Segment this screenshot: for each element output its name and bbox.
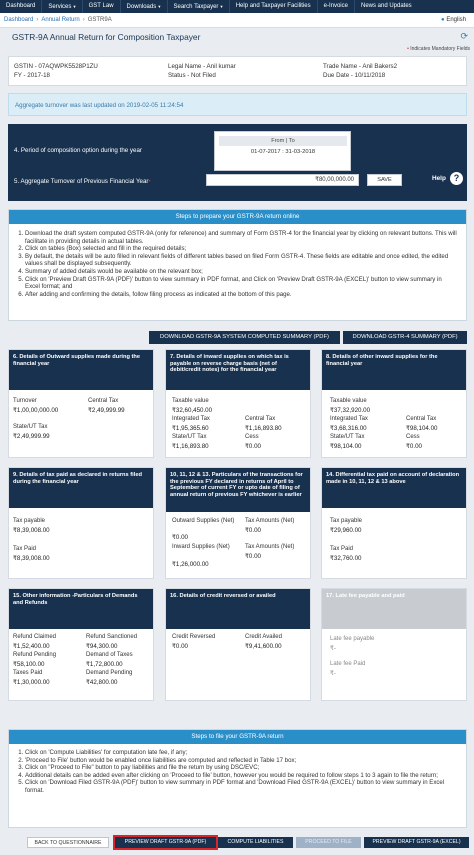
prepare-steps-panel <box>8 209 467 321</box>
period-label: 4. Period of composition option during the year <box>14 147 142 154</box>
field-value: ₹37,32,920.00 <box>330 407 371 414</box>
card-title: 6. Details of Outward supplies made during the financial year <box>9 350 153 390</box>
caret-down-icon: ▾ <box>73 4 76 9</box>
card-title: 10, 11, 12 & 13. Particulars of the transactions for the previous FY declared in returns of April to September of current FY or upto date of filing of annual return of previous FY whichever is earlier <box>166 468 310 512</box>
proceed-to-file-button: PROCEED TO FILE <box>296 837 361 848</box>
list-item: 5. Click on 'Download Filed GSTR-9A (PDF)' button to view summary in PDF format and 'Download Filed GSTR-9A (EXCEL)' button to view summary in Excel format. <box>25 779 457 794</box>
field-label: Central Tax <box>88 398 119 404</box>
list-item: 3. By default, the details will be auto filled in relevant fields of different tables based on filed Form GSTR-4. These fields are editable and once edited, the edited values shall be displayed subsequently. <box>25 253 457 268</box>
field-label: Tax Paid <box>330 546 354 552</box>
field-label: Tax Amounts (Net) <box>245 518 295 524</box>
financial-year: FY - 2017-18 <box>14 72 51 79</box>
back-to-questionnaire-button[interactable]: BACK TO QUESTIONNAIRE <box>27 837 109 848</box>
field-label: Refund Pending <box>13 652 57 658</box>
field-label: Central Tax <box>245 416 276 422</box>
field-label: Turnover <box>13 398 37 404</box>
file-steps-list <box>25 749 457 795</box>
breadcrumb-separator: › <box>82 17 85 23</box>
turnover-label-text: 5. Aggregate Turnover of Previous Financial Year <box>14 178 149 185</box>
field-label: Central Tax <box>406 416 437 422</box>
field-label: Late fee payable <box>330 636 375 642</box>
field-label: Integrated Tax <box>330 416 368 422</box>
nav-label: Help and Taxpayer Facilities <box>235 3 311 9</box>
table-9-card[interactable] <box>8 467 154 579</box>
gstin: GSTIN - 07AQWPK5528P1ZU <box>14 63 98 70</box>
table-8-card[interactable] <box>321 349 467 458</box>
table-6-card[interactable] <box>8 349 154 458</box>
return-status: Status - Not Filed <box>168 72 216 79</box>
field-label: Tax Paid <box>13 546 37 552</box>
prepare-steps-list <box>25 230 457 298</box>
field-value: ₹42,800.00 <box>86 679 118 686</box>
help-link[interactable]: Help <box>432 175 446 182</box>
aggregate-turnover-input[interactable]: ₹80,00,000.00 <box>206 174 359 186</box>
field-value: ₹32,760.00 <box>330 555 362 562</box>
table-14-card[interactable] <box>321 467 467 579</box>
trade-name: Trade Name - Anil Bakers2 <box>323 63 398 70</box>
caret-down-icon: ▾ <box>220 4 223 9</box>
field-label: Tax Amounts (Net) <box>245 544 295 550</box>
nav-help-facilities[interactable] <box>230 0 318 13</box>
nav-label: GST Law <box>88 3 114 9</box>
field-value: ₹9,41,600.00 <box>245 643 282 650</box>
field-value: ₹98,104.00 <box>406 425 438 432</box>
card-title: 8. Details of other inward supplies for the financial year <box>322 350 466 390</box>
list-item: 1. Click on 'Compute Liabilities' for computation late fee, if any; <box>25 749 457 757</box>
prepare-steps-title: Steps to prepare your GSTR-9A return online <box>9 210 466 224</box>
nav-label: Dashboard <box>6 3 36 9</box>
field-value: ₹32,60,450.00 <box>172 407 213 414</box>
aggregate-turnover-text: Aggregate turnover was last updated on 2019-02-05 11:24:54 <box>15 102 184 109</box>
card-title: 16. Details of credit reversed or availed <box>166 589 310 629</box>
field-label: Credit Reversed <box>172 634 216 640</box>
field-label: Taxable value <box>330 398 367 404</box>
table-7-card[interactable] <box>165 349 311 458</box>
period-value: 01-07-2017 : 31-03-2018 <box>250 149 316 155</box>
language-selector[interactable] <box>441 17 466 23</box>
field-label: Tax payable <box>330 518 363 524</box>
field-value: ₹1,16,893.80 <box>172 443 209 450</box>
field-value: ₹0.00 <box>245 553 261 560</box>
refresh-icon[interactable]: ⟳ <box>460 31 468 41</box>
help-icon[interactable]: ? <box>450 172 463 185</box>
field-label: State/UT Tax <box>13 424 48 430</box>
field-label: Demand Pending <box>86 670 133 676</box>
period-turnover-panel <box>8 124 467 201</box>
field-value: ₹0.00 <box>172 643 188 650</box>
table-15-card[interactable] <box>8 588 154 701</box>
field-label: Refund Sanctioned <box>86 634 138 640</box>
period-header: From | To <box>219 136 347 146</box>
field-value: ₹8,39,008.00 <box>13 527 50 534</box>
field-value: ₹1,30,000.00 <box>13 679 50 686</box>
field-value: ₹1,72,800.00 <box>86 661 123 668</box>
download-gstr4-summary-button[interactable]: DOWNLOAD GSTR-4 SUMMARY (PDF) <box>343 331 467 344</box>
field-label: Demand of Taxes <box>86 652 133 658</box>
field-label: Credit Availed <box>245 634 282 640</box>
field-value: ₹- <box>330 645 336 652</box>
preview-draft-excel-button[interactable]: PREVIEW DRAFT GSTR-9A (EXCEL) <box>364 837 469 848</box>
table-17-card <box>321 588 467 701</box>
field-label: Cess <box>406 434 420 440</box>
field-value: ₹1,95,365.60 <box>172 425 209 432</box>
breadcrumb-separator: › <box>36 17 39 23</box>
field-value: ₹- <box>330 670 336 677</box>
nav-e-invoice[interactable] <box>318 0 355 13</box>
field-label: Cess <box>245 434 259 440</box>
table-16-card[interactable] <box>165 588 311 701</box>
nav-news-updates[interactable] <box>355 0 418 13</box>
period-of-composition-box <box>214 131 351 171</box>
nav-label: Search Taxpayer <box>173 4 219 10</box>
mandatory-note-text: Indicates Mandatory Fields <box>410 46 470 52</box>
card-title: 7. Details of inward supplies on which tax is payable on reverse charge basis (net of debit/credit notes) for the financial year <box>166 350 310 390</box>
breadcrumb-annual-return[interactable]: Annual Return <box>41 17 80 23</box>
download-system-summary-button[interactable]: DOWNLOAD GSTR-9A SYSTEM COMPUTED SUMMARY (PDF) <box>149 331 340 344</box>
language-label: English <box>446 17 466 23</box>
field-label: Tax payable <box>13 518 46 524</box>
field-label: State/UT Tax <box>172 434 207 440</box>
field-value: ₹0.00 <box>245 527 261 534</box>
card-title: 17. Late fee payable and paid <box>322 589 466 629</box>
caret-down-icon: ▾ <box>158 4 161 9</box>
preview-draft-pdf-button[interactable]: PREVIEW DRAFT GSTR-9A (PDF) <box>115 837 216 848</box>
breadcrumb-current: GSTR9A <box>87 17 112 23</box>
list-item: 2. 'Proceed to File' button would be enabled once liabilities are computed and reflected in Table 17 box; <box>25 757 457 765</box>
table-10-13-card[interactable] <box>165 467 311 579</box>
nav-label: e-Invoice <box>323 3 348 9</box>
list-item: 4. Summary of added details would be available on the relevant box; <box>25 268 457 276</box>
field-value: ₹1,16,893.80 <box>245 425 282 432</box>
field-value: ₹2,49,999.99 <box>13 433 50 440</box>
nav-services[interactable] <box>42 0 82 13</box>
field-value: ₹2,49,999.99 <box>88 407 125 414</box>
card-title: 14. Differential tax paid on account of declaration made in 10, 11, 12 & 13 above <box>322 468 466 508</box>
field-value: ₹3,68,316.00 <box>330 425 367 432</box>
field-label: Outward Supplies (Net) <box>172 518 235 524</box>
field-label: State/UT Tax <box>330 434 365 440</box>
nav-label: Downloads <box>126 4 157 10</box>
nav-dashboard[interactable] <box>0 0 42 13</box>
field-value: ₹29,960.00 <box>330 527 362 534</box>
nav-search-taxpayer[interactable] <box>168 0 230 13</box>
mandatory-star: • <box>148 178 151 185</box>
breadcrumb <box>4 17 112 23</box>
field-value: ₹98,104.00 <box>330 443 362 450</box>
list-item: 2. Click on tables (Box) selected and fill in the required details; <box>25 245 457 253</box>
field-value: ₹0.00 <box>172 534 188 541</box>
file-steps-panel <box>8 729 467 828</box>
turnover-label <box>14 178 151 185</box>
breadcrumb-dashboard[interactable]: Dashboard <box>4 17 34 23</box>
breadcrumb-bar <box>0 13 474 28</box>
list-item: 1. Download the draft system computed GSTR-9A (only for reference) and summary of Form GSTR-4 for the financial year by clicking on relevant buttons. This will facilitate in providing details in actual tables. <box>25 230 457 245</box>
list-item: 4. Additional details can be added even after clicking on 'Proceed to file' button, however you would be required to follow steps 1 to 3 again to file the return; <box>25 772 457 780</box>
field-value: ₹8,39,008.00 <box>13 555 50 562</box>
card-title: 15. Other information -Particulars of Demands and Refunds <box>9 589 153 629</box>
aggregate-turnover-note <box>8 93 467 116</box>
field-label: Late fee Paid <box>330 661 366 667</box>
list-item: 3. Click on "Proceed to File" button to pay liabilities and file the return by using DSC/EVC; <box>25 764 457 772</box>
mandatory-note <box>407 46 470 52</box>
legal-name: Legal Name - Anil kumar <box>168 63 236 70</box>
save-button[interactable]: SAVE <box>367 174 402 186</box>
field-label: Taxable value <box>172 398 209 404</box>
nav-downloads[interactable] <box>121 0 168 13</box>
page-title: GSTR-9A Annual Return for Composition Taxpayer <box>12 32 201 42</box>
field-value: ₹94,300.00 <box>86 643 118 650</box>
nav-gst-law[interactable] <box>83 0 121 13</box>
list-item: 6. After adding and confirming the details, follow filing process as indicated at the bottom of this page. <box>25 291 457 299</box>
globe-icon: ● <box>441 17 445 23</box>
mandatory-star: • <box>407 46 409 52</box>
nav-label: Services <box>48 4 72 10</box>
list-item: 5. Click on 'Preview Draft GSTR-9A (PDF)' button to view summary in PDF format, and Click on 'Preview Draft GSTR-9A (EXCEL)' button to view summary in Excel format; and <box>25 276 457 291</box>
due-date: Due Date - 10/11/2018 <box>323 72 386 79</box>
nav-label: News and Updates <box>360 3 412 9</box>
field-value: ₹1,52,400.00 <box>13 643 50 650</box>
field-value: ₹1,00,00,000.00 <box>13 407 59 414</box>
field-label: Inward Supplies (Net) <box>172 544 230 550</box>
top-navigation <box>0 0 474 13</box>
field-label: Integrated Tax <box>172 416 210 422</box>
card-title: 9. Details of tax paid as declared in returns filed during the financial year <box>9 468 153 508</box>
file-steps-title: Steps to file your GSTR-9A return <box>9 730 466 744</box>
compute-liabilities-button[interactable]: COMPUTE LIABILITIES <box>218 837 293 848</box>
field-value: ₹0.00 <box>245 443 261 450</box>
field-label: Refund Claimed <box>13 634 57 640</box>
field-value: ₹58,100.00 <box>13 661 45 668</box>
field-value: ₹0.00 <box>406 443 422 450</box>
taxpayer-info-panel <box>8 56 467 86</box>
field-value: ₹1,26,000.00 <box>172 561 209 568</box>
field-label: Taxes Paid <box>13 670 43 676</box>
